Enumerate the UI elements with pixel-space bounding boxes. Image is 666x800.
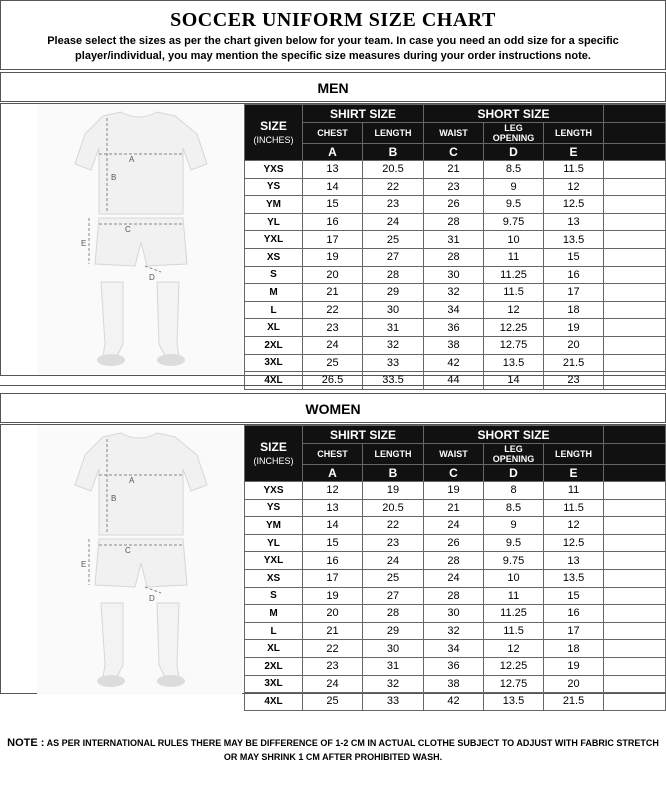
row-spacer xyxy=(604,517,666,535)
measure-cell: 23 xyxy=(363,196,424,214)
letter-c: C xyxy=(424,144,484,161)
measure-cell: 12.5 xyxy=(544,534,604,552)
measure-cell: 15 xyxy=(544,248,604,266)
label-e: E xyxy=(81,560,87,569)
footer-note xyxy=(0,736,666,764)
measure-cell: 12 xyxy=(544,178,604,196)
measure-cell: 12 xyxy=(544,517,604,535)
row-spacer xyxy=(604,354,666,372)
row-spacer xyxy=(604,622,666,640)
measure-cell: 13.5 xyxy=(544,231,604,249)
row-spacer xyxy=(604,213,666,231)
measure-cell: 16 xyxy=(544,605,604,623)
measure-cell: 8.5 xyxy=(484,161,544,179)
table-row xyxy=(245,499,666,517)
measure-cell: 19 xyxy=(363,482,424,500)
measure-cell: 12.25 xyxy=(484,319,544,337)
table-row xyxy=(245,301,666,319)
measure-cell: 9.75 xyxy=(484,213,544,231)
size-header xyxy=(245,426,303,482)
table-row xyxy=(245,213,666,231)
measure-cell: 30 xyxy=(424,605,484,623)
row-spacer xyxy=(604,569,666,587)
short-size-header: SHORT SIZE xyxy=(424,105,604,123)
measure-cell: 33 xyxy=(363,354,424,372)
size-cell: M xyxy=(245,605,303,623)
size-label: SIZE xyxy=(260,439,287,454)
note-label: NOTE : xyxy=(7,737,45,749)
header-spacer xyxy=(604,465,666,482)
measure-cell: 16 xyxy=(303,213,363,231)
row-spacer xyxy=(604,284,666,302)
header-spacer xyxy=(604,444,666,465)
size-cell: YM xyxy=(245,196,303,214)
table-row xyxy=(245,178,666,196)
measure-cell: 9.5 xyxy=(484,534,544,552)
measure-cell: 11.5 xyxy=(544,499,604,517)
table-row xyxy=(245,622,666,640)
measure-cell: 21.5 xyxy=(544,693,604,711)
measure-cell: 25 xyxy=(303,354,363,372)
women-section-heading: WOMEN xyxy=(0,393,666,423)
measure-cell: 25 xyxy=(363,231,424,249)
measure-cell: 21 xyxy=(303,622,363,640)
measure-cell: 13 xyxy=(303,499,363,517)
measure-cell: 30 xyxy=(424,266,484,284)
letter-d: D xyxy=(484,144,544,161)
size-cell: S xyxy=(245,266,303,284)
measure-cell: 32 xyxy=(424,622,484,640)
waist-header: WAIST xyxy=(424,444,484,465)
measure-cell: 19 xyxy=(303,248,363,266)
measure-cell: 28 xyxy=(363,266,424,284)
table-row xyxy=(245,552,666,570)
measure-cell: 20 xyxy=(544,336,604,354)
measure-cell: 27 xyxy=(363,248,424,266)
size-cell: 3XL xyxy=(245,675,303,693)
row-spacer xyxy=(604,231,666,249)
label-d: D xyxy=(149,273,155,282)
measure-cell: 12.75 xyxy=(484,675,544,693)
measure-cell: 26 xyxy=(424,196,484,214)
letter-d: D xyxy=(484,465,544,482)
women-rows xyxy=(245,482,666,711)
header-spacer xyxy=(604,123,666,144)
measure-cell: 20.5 xyxy=(363,161,424,179)
measure-cell: 22 xyxy=(303,301,363,319)
short-length-header: LENGTH xyxy=(544,444,604,465)
length-header: LENGTH xyxy=(363,123,424,144)
leg-opening-header: LEG OPENING xyxy=(484,444,544,465)
measure-cell: 13.5 xyxy=(544,569,604,587)
measure-cell: 13 xyxy=(544,213,604,231)
row-spacer xyxy=(604,319,666,337)
measure-cell: 22 xyxy=(363,517,424,535)
row-spacer xyxy=(604,605,666,623)
measure-cell: 31 xyxy=(363,657,424,675)
table-row xyxy=(245,161,666,179)
table-row xyxy=(245,248,666,266)
measure-cell: 15 xyxy=(544,587,604,605)
header-spacer xyxy=(604,105,666,123)
size-cell: S xyxy=(245,587,303,605)
measure-cell: 32 xyxy=(363,675,424,693)
measure-cell: 21.5 xyxy=(544,354,604,372)
measure-cell: 25 xyxy=(363,569,424,587)
page-title: SOCCER UNIFORM SIZE CHART xyxy=(170,9,496,31)
chest-header: CHEST xyxy=(303,123,363,144)
size-cell: YS xyxy=(245,499,303,517)
measure-cell: 17 xyxy=(544,284,604,302)
measure-cell: 11.5 xyxy=(484,284,544,302)
size-cell: XL xyxy=(245,640,303,658)
men-rows xyxy=(245,161,666,390)
measure-cell: 24 xyxy=(363,552,424,570)
uniform-measure-illustration xyxy=(37,104,242,374)
shirt-size-header: SHIRT SIZE xyxy=(303,426,424,444)
table-row xyxy=(245,372,666,390)
measure-cell: 28 xyxy=(424,213,484,231)
measure-cell: 28 xyxy=(424,552,484,570)
table-row xyxy=(245,482,666,500)
size-cell: M xyxy=(245,284,303,302)
measure-cell: 11.5 xyxy=(544,161,604,179)
measure-cell: 9.75 xyxy=(484,552,544,570)
measure-cell: 14 xyxy=(303,517,363,535)
table-row xyxy=(245,284,666,302)
size-cell: YXL xyxy=(245,552,303,570)
measure-cell: 12.5 xyxy=(544,196,604,214)
measure-cell: 9 xyxy=(484,178,544,196)
measure-cell: 32 xyxy=(424,284,484,302)
measure-cell: 13.5 xyxy=(484,354,544,372)
measure-cell: 29 xyxy=(363,284,424,302)
measure-cell: 26 xyxy=(424,534,484,552)
label-e: E xyxy=(81,239,87,248)
measure-cell: 25 xyxy=(303,693,363,711)
size-cell: YXS xyxy=(245,161,303,179)
measure-cell: 19 xyxy=(424,482,484,500)
measure-cell: 10 xyxy=(484,231,544,249)
measure-cell: 9.5 xyxy=(484,196,544,214)
table-row xyxy=(245,196,666,214)
letter-b: B xyxy=(363,465,424,482)
measure-cell: 15 xyxy=(303,196,363,214)
measure-cell: 8.5 xyxy=(484,499,544,517)
measure-cell: 13.5 xyxy=(484,693,544,711)
measure-cell: 28 xyxy=(424,587,484,605)
measure-cell: 34 xyxy=(424,301,484,319)
measure-cell: 44 xyxy=(424,372,484,390)
measure-cell: 26.5 xyxy=(303,372,363,390)
length-header: LENGTH xyxy=(363,444,424,465)
table-row xyxy=(245,319,666,337)
measure-cell: 24 xyxy=(303,675,363,693)
table-row xyxy=(245,517,666,535)
measure-cell: 16 xyxy=(303,552,363,570)
letter-a: A xyxy=(303,144,363,161)
table-row xyxy=(245,336,666,354)
measure-cell: 11 xyxy=(484,248,544,266)
measure-cell: 38 xyxy=(424,675,484,693)
measure-cell: 12.75 xyxy=(484,336,544,354)
size-cell: YM xyxy=(245,517,303,535)
measure-cell: 20.5 xyxy=(363,499,424,517)
measure-cell: 20 xyxy=(303,605,363,623)
measure-cell: 12 xyxy=(484,301,544,319)
measure-cell: 11.5 xyxy=(484,622,544,640)
size-cell: XL xyxy=(245,319,303,337)
measure-cell: 36 xyxy=(424,657,484,675)
measure-cell: 14 xyxy=(303,178,363,196)
row-spacer xyxy=(604,693,666,711)
measure-cell: 38 xyxy=(424,336,484,354)
row-spacer xyxy=(604,196,666,214)
table-row xyxy=(245,675,666,693)
letter-c: C xyxy=(424,465,484,482)
chest-header: CHEST xyxy=(303,444,363,465)
measure-cell: 31 xyxy=(424,231,484,249)
measure-cell: 36 xyxy=(424,319,484,337)
row-spacer xyxy=(604,161,666,179)
row-spacer xyxy=(604,534,666,552)
size-cell: L xyxy=(245,301,303,319)
measure-cell: 15 xyxy=(303,534,363,552)
table-row xyxy=(245,354,666,372)
letter-e: E xyxy=(544,465,604,482)
row-spacer xyxy=(604,372,666,390)
label-b: B xyxy=(111,173,117,182)
size-unit: (INCHES) xyxy=(253,134,294,145)
measure-cell: 17 xyxy=(303,231,363,249)
uniform-measure-illustration xyxy=(37,425,242,695)
label-b: B xyxy=(111,494,117,503)
table-row xyxy=(245,693,666,711)
note-text: AS PER INTERNATIONAL RULES THERE MAY BE DIFFERENCE OF 1-2 CM IN ACTUAL CLOTHE SUBJECT TO ADJUST WITH FABRIC STRETCH OR MAY SHRINK 1 CM AFTER PROHIBITED WASH. xyxy=(46,738,659,762)
measure-cell: 10 xyxy=(484,569,544,587)
letter-a: A xyxy=(303,465,363,482)
measure-cell: 28 xyxy=(424,248,484,266)
measure-cell: 11.25 xyxy=(484,266,544,284)
measure-cell: 14 xyxy=(484,372,544,390)
measure-cell: 27 xyxy=(363,587,424,605)
header-spacer xyxy=(604,144,666,161)
measure-cell: 20 xyxy=(303,266,363,284)
women-panel xyxy=(0,424,666,708)
row-spacer xyxy=(604,640,666,658)
row-spacer xyxy=(604,587,666,605)
measure-cell: 23 xyxy=(303,657,363,675)
measure-cell: 24 xyxy=(363,213,424,231)
measure-cell: 24 xyxy=(424,569,484,587)
measure-cell: 21 xyxy=(424,161,484,179)
size-label: SIZE xyxy=(260,118,287,133)
label-a: A xyxy=(129,155,135,164)
measure-cell: 24 xyxy=(424,517,484,535)
measure-cell: 30 xyxy=(363,640,424,658)
measure-cell: 42 xyxy=(424,354,484,372)
men-panel xyxy=(0,103,666,387)
size-unit: (INCHES) xyxy=(253,455,294,466)
measure-cell: 17 xyxy=(544,622,604,640)
size-cell: 2XL xyxy=(245,336,303,354)
header-spacer xyxy=(604,426,666,444)
size-cell: YXL xyxy=(245,231,303,249)
table-row xyxy=(245,231,666,249)
measure-cell: 19 xyxy=(303,587,363,605)
measure-cell: 30 xyxy=(363,301,424,319)
measure-cell: 18 xyxy=(544,301,604,319)
measure-cell: 12 xyxy=(303,482,363,500)
short-length-header: LENGTH xyxy=(544,123,604,144)
size-cell: 3XL xyxy=(245,354,303,372)
measure-cell: 28 xyxy=(363,605,424,623)
short-size-header: SHORT SIZE xyxy=(424,426,604,444)
row-spacer xyxy=(604,266,666,284)
measure-cell: 23 xyxy=(544,372,604,390)
size-cell: YL xyxy=(245,534,303,552)
measure-cell: 12.25 xyxy=(484,657,544,675)
letter-e: E xyxy=(544,144,604,161)
size-cell: XS xyxy=(245,569,303,587)
label-c: C xyxy=(125,225,131,234)
row-spacer xyxy=(604,499,666,517)
measure-cell: 11 xyxy=(544,482,604,500)
measure-cell: 23 xyxy=(303,319,363,337)
table-row xyxy=(245,657,666,675)
women-size-table xyxy=(244,425,666,711)
table-row xyxy=(245,605,666,623)
measure-cell: 24 xyxy=(303,336,363,354)
size-cell: 4XL xyxy=(245,693,303,711)
divider xyxy=(0,385,666,386)
size-cell: L xyxy=(245,622,303,640)
men-size-table xyxy=(244,104,666,390)
size-cell: 2XL xyxy=(245,657,303,675)
men-section-heading: MEN xyxy=(0,72,666,102)
table-row xyxy=(245,587,666,605)
shirt-size-header: SHIRT SIZE xyxy=(303,105,424,123)
table-row xyxy=(245,569,666,587)
measure-cell: 12 xyxy=(484,640,544,658)
leg-opening-header: LEG OPENING xyxy=(484,123,544,144)
measure-cell: 31 xyxy=(363,319,424,337)
measure-cell: 33 xyxy=(363,693,424,711)
page-header xyxy=(0,0,666,70)
waist-header: WAIST xyxy=(424,123,484,144)
row-spacer xyxy=(604,248,666,266)
table-row xyxy=(245,534,666,552)
row-spacer xyxy=(604,301,666,319)
measure-cell: 9 xyxy=(484,517,544,535)
measure-cell: 11.25 xyxy=(484,605,544,623)
label-c: C xyxy=(125,546,131,555)
measure-cell: 33.5 xyxy=(363,372,424,390)
label-a: A xyxy=(129,476,135,485)
measure-cell: 42 xyxy=(424,693,484,711)
intro-text: Please select the sizes as per the chart given below for your team. In case you need an odd size for a specific player/individual, you may mention the specific size measures during your order instructions note. xyxy=(47,35,619,62)
row-spacer xyxy=(604,336,666,354)
measure-cell: 23 xyxy=(363,534,424,552)
measure-cell: 13 xyxy=(303,161,363,179)
measure-cell: 34 xyxy=(424,640,484,658)
measure-cell: 17 xyxy=(303,569,363,587)
size-cell: XS xyxy=(245,248,303,266)
measure-cell: 22 xyxy=(363,178,424,196)
measure-cell: 19 xyxy=(544,657,604,675)
measure-cell: 16 xyxy=(544,266,604,284)
measure-cell: 11 xyxy=(484,587,544,605)
size-cell: YS xyxy=(245,178,303,196)
measure-cell: 8 xyxy=(484,482,544,500)
row-spacer xyxy=(604,552,666,570)
size-cell: YXS xyxy=(245,482,303,500)
table-row xyxy=(245,640,666,658)
row-spacer xyxy=(604,178,666,196)
size-cell: 4XL xyxy=(245,372,303,390)
table-row xyxy=(245,266,666,284)
measure-cell: 21 xyxy=(424,499,484,517)
measure-cell: 23 xyxy=(424,178,484,196)
measure-cell: 18 xyxy=(544,640,604,658)
label-d: D xyxy=(149,594,155,603)
measure-cell: 29 xyxy=(363,622,424,640)
row-spacer xyxy=(604,482,666,500)
letter-b: B xyxy=(363,144,424,161)
measure-cell: 32 xyxy=(363,336,424,354)
row-spacer xyxy=(604,657,666,675)
row-spacer xyxy=(604,675,666,693)
measure-cell: 21 xyxy=(303,284,363,302)
measure-cell: 19 xyxy=(544,319,604,337)
measure-cell: 20 xyxy=(544,675,604,693)
size-cell: YL xyxy=(245,213,303,231)
measure-cell: 13 xyxy=(544,552,604,570)
measure-cell: 22 xyxy=(303,640,363,658)
size-header xyxy=(245,105,303,161)
